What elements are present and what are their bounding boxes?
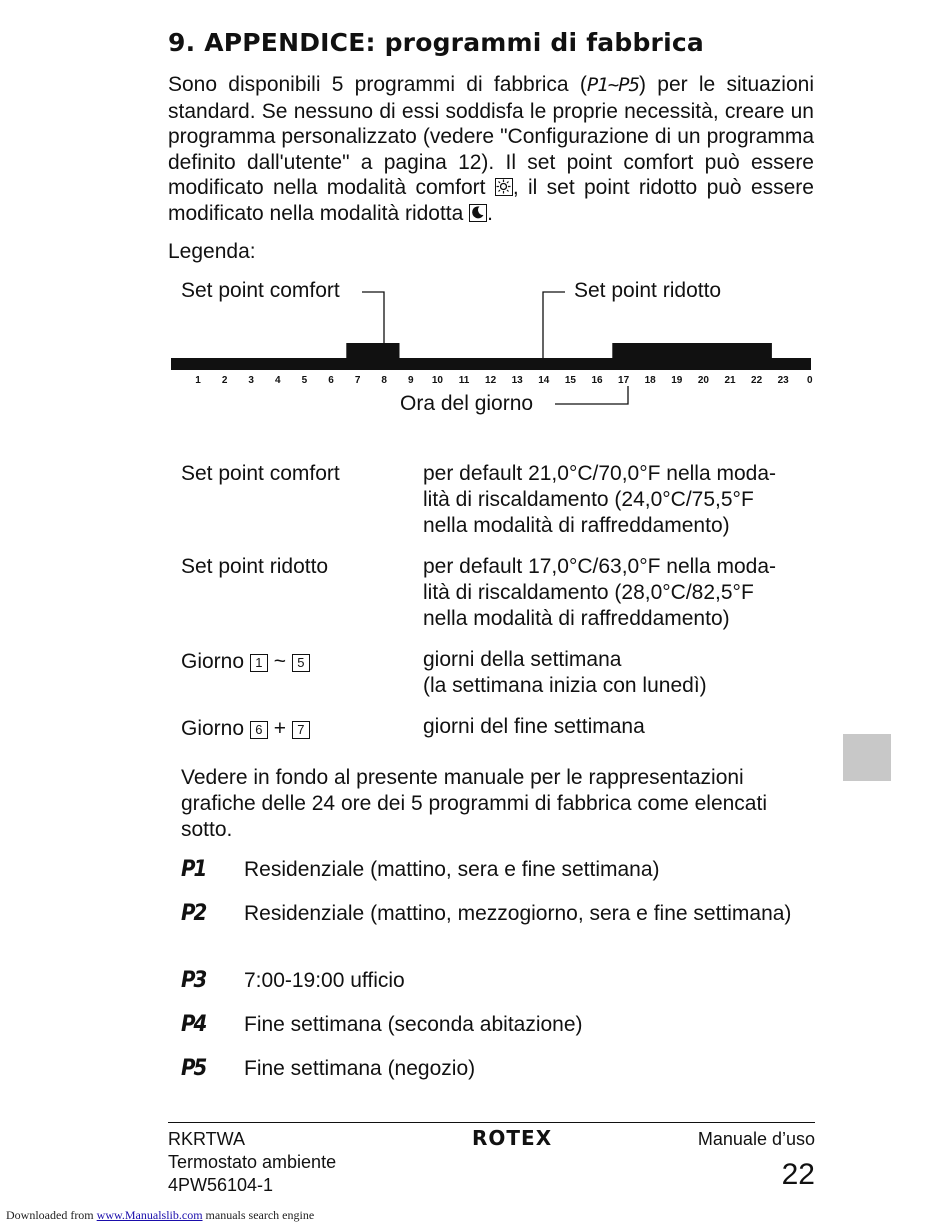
hour-tick-label: 10: [431, 375, 443, 386]
program-desc: Residenziale (mattino, mezzogiorno, sera e fine settimana): [244, 902, 792, 925]
hour-tick-label: 7: [354, 375, 361, 386]
section-tab-marker: [843, 734, 891, 781]
day-box: 7: [292, 721, 310, 739]
day-separator: +: [273, 717, 286, 740]
def-desc-comfort: [423, 461, 823, 539]
footer-divider: [168, 1122, 815, 1123]
def-desc-line: giorni del fine settimana: [423, 715, 645, 738]
program-desc: Fine settimana (negozio): [244, 1057, 476, 1080]
hour-tick-label: 2: [221, 375, 228, 386]
comfort-label: Set point comfort: [181, 279, 340, 302]
program-desc: 7:00-19:00 ufficio: [244, 969, 405, 992]
hour-tick-label: 15: [564, 375, 576, 386]
intro-text-2: ) per le situazioni standard. Se nessuno di essi soddisfa le proprie necessità, creare un programma personalizzato (vedere "Configurazione di un programma definito dall'utente" a pagina 12). Il set point comfort può essere modificato nella modalità comfort: [168, 73, 815, 199]
footer-left: [168, 1128, 336, 1197]
hour-tick-label: 11: [458, 375, 470, 386]
section-heading: 9. APPENDICE: programmi di fabbrica: [168, 28, 704, 57]
day-box: 5: [292, 654, 310, 672]
hour-tick-label: 13: [511, 375, 523, 386]
hour-tick-label: 3: [248, 375, 254, 386]
hour-tick-label: 5: [301, 375, 308, 386]
hour-tick-label: 1: [195, 375, 201, 386]
hour-tick-label: 19: [671, 375, 683, 386]
def-desc-line: lità di riscaldamento (24,0°C/75,5°F: [423, 488, 754, 511]
day-label: Giorno: [181, 717, 245, 740]
program-code: P3: [181, 968, 206, 993]
hour-tick-label: 14: [538, 375, 550, 386]
def-desc-weekdays: [423, 647, 823, 699]
axis-leader-line: [555, 386, 628, 404]
footer-model: RKRTWA: [168, 1129, 246, 1149]
program-desc: Residenziale (mattino, sera e fine settimana): [244, 858, 660, 881]
hour-tick-label: 23: [777, 375, 789, 386]
program-code: P4: [181, 1012, 206, 1037]
hour-tick-label: 18: [644, 375, 656, 386]
hour-tick-label: 0: [807, 375, 813, 386]
def-desc-line: nella modalità di raffreddamento): [423, 607, 730, 630]
day-label: Giorno: [181, 650, 245, 673]
def-desc-line: per default 21,0°C/70,0°F nella moda-: [423, 462, 777, 485]
program-desc: Fine settimana (seconda abitazione): [244, 1013, 583, 1036]
sun-icon: [495, 178, 513, 196]
comfort-period-block: [612, 343, 772, 359]
legend-label: Legenda:: [168, 240, 256, 263]
reduced-leader-line: [543, 292, 565, 358]
download-suffix: manuals search engine: [202, 1208, 315, 1222]
base-bar: [171, 358, 811, 370]
page-number: 22: [781, 1158, 815, 1191]
footer-doc-code: 4PW56104-1: [168, 1175, 274, 1195]
hour-tick-label: 6: [328, 375, 334, 386]
program-range-code: P1~P5: [586, 74, 640, 96]
def-desc-line: giorni della settimana: [423, 648, 622, 671]
day-box: 6: [250, 721, 268, 739]
hour-tick-label: 20: [697, 375, 709, 386]
def-desc-weekend: [423, 714, 823, 740]
intro-text-3: , il set point ridotto può essere modificato nella modalità ridotta: [168, 176, 814, 225]
reduced-label: Set point ridotto: [574, 279, 722, 302]
def-term-weekdays: [181, 649, 310, 675]
note-paragraph: Vedere in fondo al presente manuale per le rappresentazioni grafiche delle 24 ore dei 5 programmi di fabbrica come elencati sotto.: [181, 766, 767, 841]
intro-text-4: .: [487, 201, 494, 225]
hour-tick-label: 22: [751, 375, 763, 386]
manualslib-link[interactable]: www.Manualslib.com: [96, 1208, 203, 1222]
def-desc-line: per default 17,0°C/63,0°F nella moda-: [423, 555, 777, 578]
moon-icon: [469, 204, 487, 222]
axis-label: Ora del giorno: [400, 392, 534, 415]
def-desc-reduced: [423, 554, 823, 632]
program-code: P5: [181, 1056, 206, 1081]
def-desc-line: lità di riscaldamento (28,0°C/82,5°F: [423, 581, 754, 604]
hour-tick-label: 8: [381, 375, 387, 386]
def-desc-line: nella modalità di raffreddamento): [423, 514, 730, 537]
download-prefix: Downloaded from: [6, 1208, 97, 1222]
comfort-leader-line: [362, 292, 384, 346]
program-code: P2: [181, 901, 206, 926]
intro-text-1: Sono disponibili 5 programmi di fabbrica (: [168, 73, 587, 96]
program-code: P1: [181, 857, 206, 882]
hour-tick-label: 9: [408, 375, 414, 386]
day-box: 1: [250, 654, 268, 672]
def-term-weekend: [181, 716, 310, 742]
timeline-diagram: [168, 270, 818, 420]
hour-tick-label: 4: [275, 375, 281, 386]
comfort-period-block: [346, 343, 399, 359]
def-desc-line: (la settimana inizia con lunedì): [423, 674, 707, 697]
def-term-comfort: Set point comfort: [181, 462, 340, 485]
hour-tick-label: 12: [485, 375, 497, 386]
intro-paragraph: [168, 72, 814, 226]
download-notice: [6, 1208, 314, 1223]
hour-tick-label: 16: [591, 375, 603, 386]
brand-logo: ROTEX: [472, 1126, 553, 1150]
day-separator: ~: [273, 650, 286, 673]
footer-product: Termostato ambiente: [168, 1152, 337, 1172]
hour-tick-label: 17: [618, 375, 630, 386]
footer-manual-title: Manuale d’uso: [697, 1129, 815, 1149]
hour-tick-label: 21: [724, 375, 736, 386]
def-term-reduced: Set point ridotto: [181, 555, 329, 578]
